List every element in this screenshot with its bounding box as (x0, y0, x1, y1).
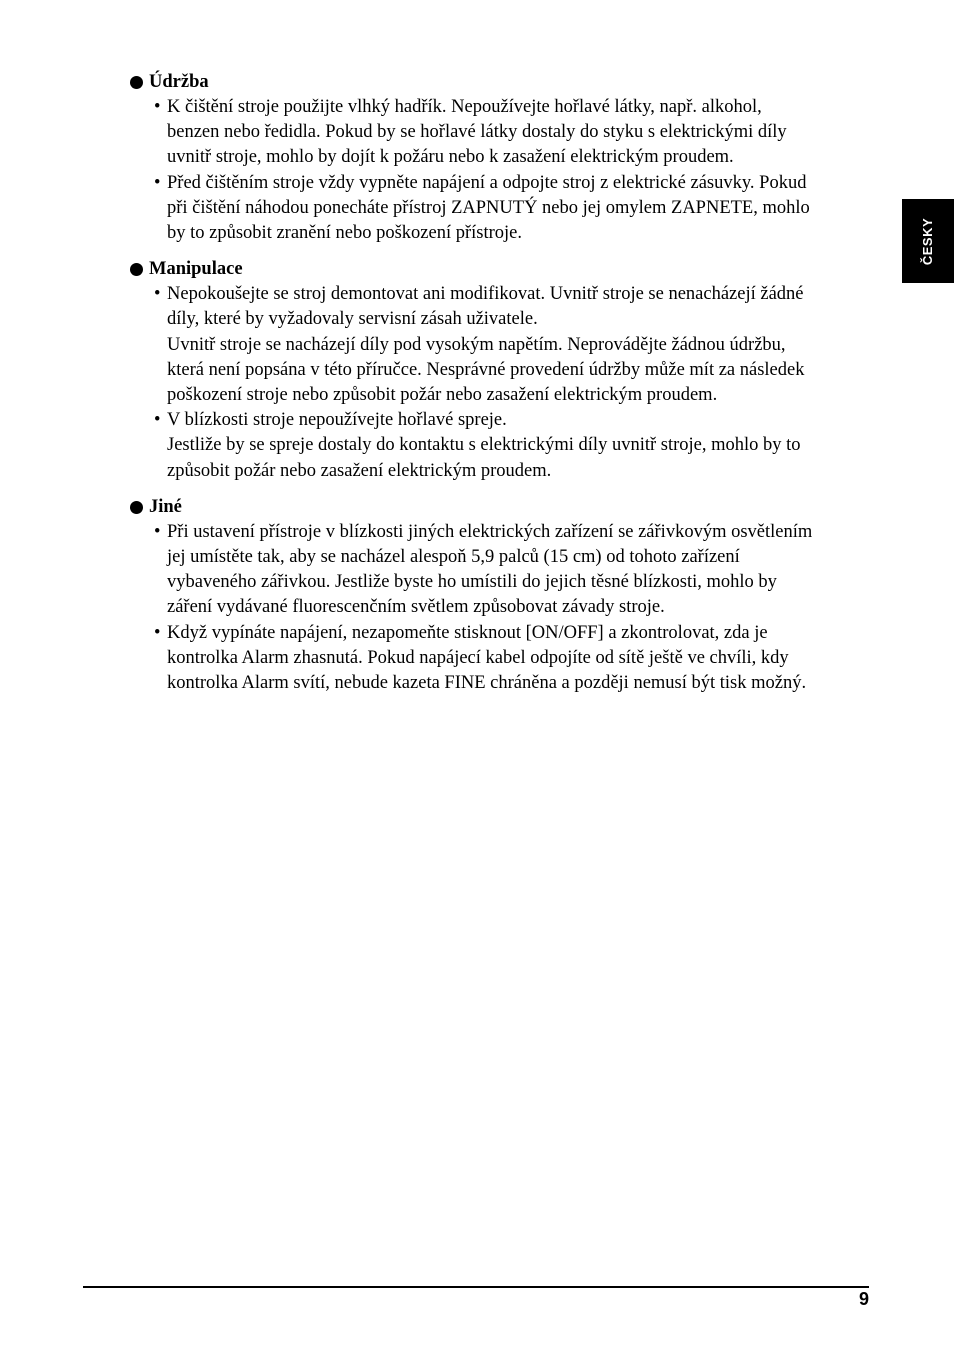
section-heading-text: Údržba (149, 72, 209, 92)
section-heading (130, 257, 875, 282)
page-number: 9 (858, 1289, 869, 1309)
section-manipulace (130, 257, 875, 484)
list-item (130, 621, 875, 697)
paragraph: Jestliže by se spreje dostaly do kontaktu s elektrickými díly uvnitř stroje, mohlo by to způsobit požár nebo zasažení elektrickým proudem. (167, 435, 801, 481)
section-heading-text: Manipulace (149, 259, 243, 280)
paragraph: V blízkosti stroje nepoužívejte hořlavé spreje. (167, 410, 507, 431)
bullet-mark-icon: • (154, 97, 161, 117)
list-item (130, 408, 875, 484)
language-side-tab (902, 199, 954, 283)
section-heading (130, 70, 875, 95)
section-udrzba (130, 70, 875, 246)
bullet-mark-icon: • (154, 172, 161, 193)
page-content (130, 70, 875, 707)
bullet-mark-icon: • (154, 622, 161, 643)
list-item (130, 95, 875, 171)
paragraph: Při ustavení přístroje v blízkosti jiných elektrických zařízení se zářivkovým osvětlením jej umístěte tak, aby se nacházel alespoň 5,9 palců (15 cm) od tohoto zařízení vybaveného zářivkou. Jestliže byste ho umístili do jejich těsné blízkosti, mohlo by záření vydávané fluorescenčním světlem způsobovat závady stroje. (167, 521, 813, 618)
bullet-dot-icon (130, 76, 143, 89)
footer-divider (83, 1286, 869, 1288)
paragraph: Uvnitř stroje se nacházejí díly pod vysokým napětím. Neprovádějte žádnou údržbu, která není popsána v této příručce. Nesprávné provedení údržby může mít za následek poškození stroje nebo způsobit požár nebo zasažení elektrickým proudem. (167, 334, 805, 406)
section-heading (130, 495, 875, 520)
bullet-list (130, 282, 875, 484)
language-tab-label: ČESKY (920, 217, 936, 265)
bullet-dot-icon (130, 263, 143, 276)
bullet-dot-icon (130, 501, 143, 514)
section-jine (130, 495, 875, 696)
paragraph: K čištění stroje použijte vlhký hadřík. Nepoužívejte hořlavé látky, např. alkohol, benzen nebo ředidla. Pokud by se hořlavé látky dostaly do styku s elektrickými díly uvnitř stroje, mohlo by dojít k požáru nebo k zasažení elektrickým proudem. (167, 97, 787, 168)
bullet-mark-icon: • (154, 521, 161, 542)
bullet-mark-icon: • (154, 410, 161, 431)
paragraph: Když vypínáte napájení, nezapomeňte stisknout [ON/OFF] a zkontrolovat, zda je kontrolka Alarm zhasnutá. Pokud napájecí kabel odpojíte od sítě ještě ve chvíli, kdy kontrolka Alarm svítí, nebude kazeta FINE chráněna a později nemusí být tisk možný. (167, 622, 807, 694)
section-heading-text: Jiné (149, 496, 182, 517)
list-item (130, 282, 875, 408)
bullet-list (130, 95, 875, 246)
paragraph: Nepokoušejte se stroj demontovat ani modifikovat. Uvnitř stroje se nenacházejí žádné díly, které by vyžadovaly servisní zásah uživatele. (167, 284, 804, 330)
bullet-list (130, 520, 875, 696)
list-item (130, 520, 875, 621)
list-item (130, 171, 875, 247)
bullet-mark-icon: • (154, 284, 161, 305)
paragraph: Před čištěním stroje vždy vypněte napájení a odpojte stroj z elektrické zásuvky. Pokud při čištění náhodou ponecháte přístroj ZAPNUTÝ nebo jej omylem ZAPNETE, mohlo by to způsobit zranění nebo poškození přístroje. (167, 172, 810, 244)
